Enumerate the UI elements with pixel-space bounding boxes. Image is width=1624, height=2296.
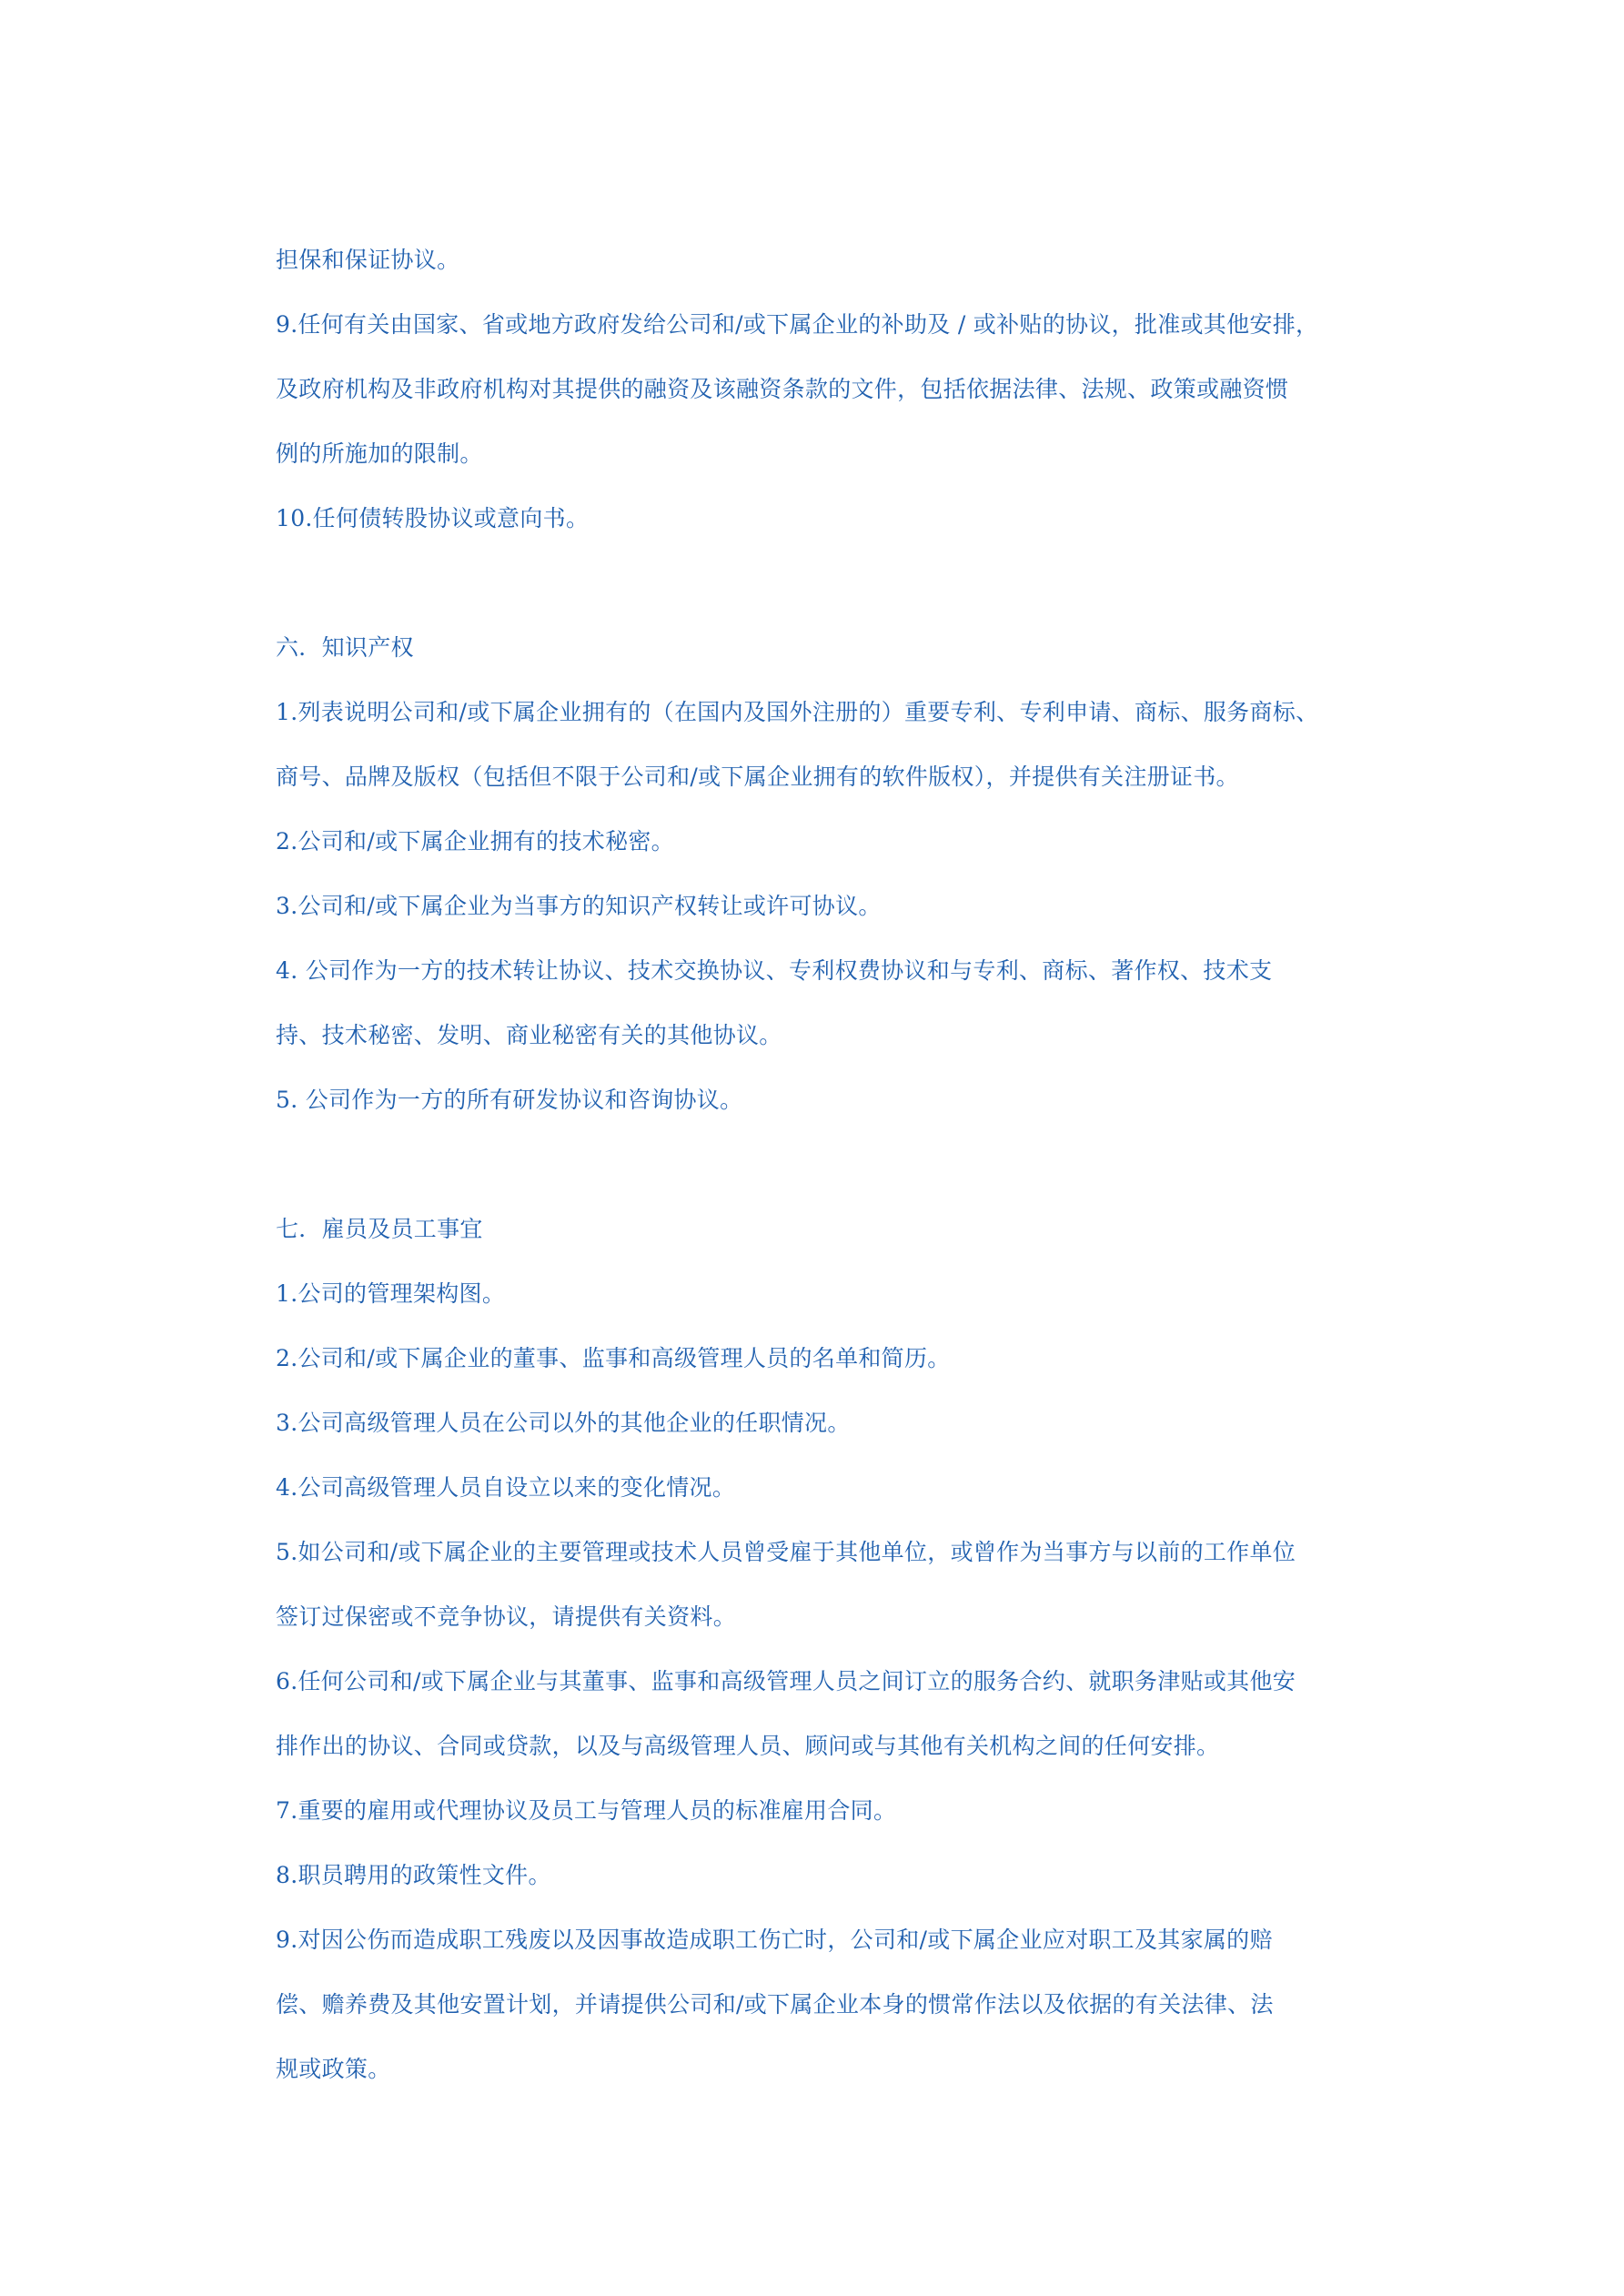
text-line: 7.重要的雇用或代理协议及员工与管理人员的标准雇用合同。 [276,1797,897,1824]
text-line: 5. 公司作为一方的所有研发协议和咨询协议。 [276,1087,743,1113]
section-heading: 六．知识产权 [276,634,414,661]
text-line: 1.公司的管理架构图。 [276,1280,506,1307]
text-line: 持、技术秘密、发明、商业秘密有关的其他协议。 [276,1022,782,1048]
text-line: 9.对因公伤而造成职工残废以及因事故造成职工伤亡时，公司和/或下属企业应对职工及其家属的赔 [276,1927,1273,1953]
text-line: 4. 公司作为一方的技术转让协议、技术交换协议、专利权费协议和与专利、商标、著作权、技术支 [276,957,1273,984]
text-line: 签订过保密或不竞争协议，请提供有关资料。 [276,1603,737,1630]
blank-line [276,551,1358,615]
text-line: 担保和保证协议。 [276,247,460,273]
text-line: 及政府机构及非政府机构对其提供的融资及该融资条款的文件，包括依据法律、法规、政策或融资惯 [276,376,1289,402]
text-line: 1.列表说明公司和/或下属企业拥有的（在国内及国外注册的）重要专利、专利申请、商标、服务商标、 [276,699,1319,725]
text-line: 2.公司和/或下属企业的董事、监事和高级管理人员的名单和简历。 [276,1345,951,1371]
text-line: 规或政策。 [276,2056,391,2082]
text-line: 例的所施加的限制。 [276,440,483,467]
document-body [276,228,1358,2101]
text-line: 5.如公司和/或下属企业的主要管理或技术人员曾受雇于其他单位，或曾作为当事方与以前的工作单位 [276,1539,1296,1565]
text-line: 3.公司和/或下属企业为当事方的知识产权转让或许可协议。 [276,893,882,919]
text-line: 商号、品牌及版权（包括但不限于公司和/或下属企业拥有的软件版权），并提供有关注册证书。 [276,764,1239,790]
blank-line [276,1132,1358,1197]
text-line: 排作出的协议、合同或贷款，以及与高级管理人员、顾问或与其他有关机构之间的任何安排。 [276,1733,1220,1759]
text-line: 2.公司和/或下属企业拥有的技术秘密。 [276,828,674,855]
text-line: 3.公司高级管理人员在公司以外的其他企业的任职情况。 [276,1410,851,1436]
text-line: 10.任何债转股协议或意向书。 [276,505,590,531]
text-line: 9.任何有关由国家、省或地方政府发给公司和/或下属企业的补助及 / 或补贴的协议，批准或其他安排， [276,311,1319,338]
text-line: 4.公司高级管理人员自设立以来的变化情况。 [276,1474,736,1501]
text-line: 偿、赡养费及其他安置计划，并请提供公司和/或下属企业本身的惯常作法以及依据的有关法律、法 [276,1991,1274,2018]
text-line: 6.任何公司和/或下属企业与其董事、监事和高级管理人员之间订立的服务合约、就职务津贴或其他安 [276,1668,1296,1694]
text-line: 8.职员聘用的政策性文件。 [276,1862,551,1888]
section-heading: 七．雇员及员工事宜 [276,1216,483,1242]
